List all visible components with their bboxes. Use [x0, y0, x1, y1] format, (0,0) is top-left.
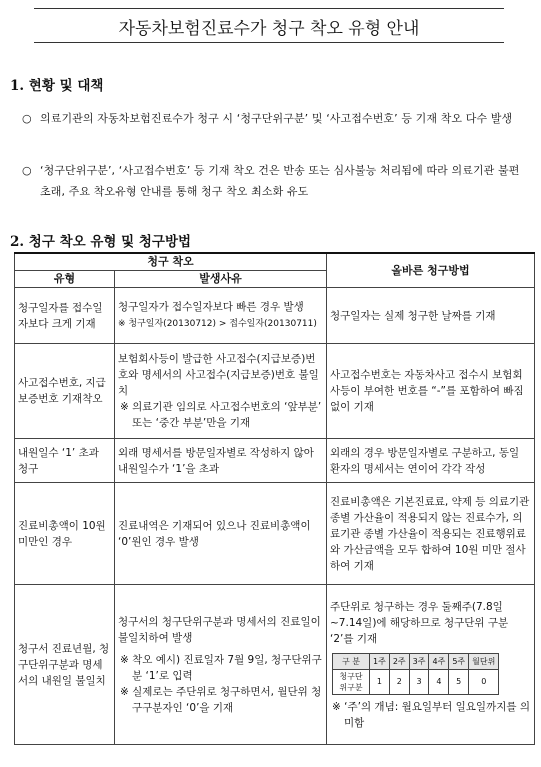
method-cell: 진료비총액은 기본진료료, 약제 등 의료기관 종별 가산율이 적용되지 않는 진료수가, 의료기관 종별 가산율이 적용되는 진료행위료와 가산금액을 모두 합하여 10원 미만 절사하여 기재 — [327, 483, 535, 585]
cause-note: ※ 청구일자(20130712) > 접수일자(20130711) — [118, 319, 317, 329]
method-cell: 사고접수번호는 자동차사고 접수시 보험회사등이 부여한 번호를 “-”를 포함하여 빠짐없이 기재 — [327, 344, 535, 439]
title-rule-top — [34, 8, 504, 9]
header-cause: 발생사유 — [115, 271, 327, 288]
header-group: 청구 착오 — [15, 253, 327, 271]
type-cell: 사고접수번호, 지급보증번호 기재착오 — [15, 344, 115, 439]
cause-cell — [115, 585, 327, 745]
cause-note: ※ 실제로는 주단위로 청구하면서, 월단위 청구구분자인 ‘0’을 기재 — [120, 685, 322, 714]
mini-row-label: 청구단위구분 — [333, 669, 370, 694]
table-row — [15, 585, 535, 745]
error-type-table — [14, 252, 535, 745]
method-text: 주단위로 청구하는 경우 둘째주(7.8일~7.14일)에 해당하므로 청구단위 구분 ‘2’를 기재 — [330, 600, 509, 645]
header-type: 유형 — [15, 271, 115, 288]
cause-note: ※ 착오 예시) 진료일자 7월 9일, 청구단위구분 ‘1’로 입력 — [120, 653, 322, 682]
cause-cell — [115, 344, 327, 439]
cause-text: 청구일자가 접수일자보다 빠른 경우 발생 — [118, 301, 304, 313]
table-row — [15, 483, 535, 585]
table-row — [15, 344, 535, 439]
header-method: 올바른 청구방법 — [327, 253, 535, 288]
cause-text: 보험회사등이 발급한 사고접수(지급보증)번호와 명세서의 사고접수(지급보증)번호 불일치 — [118, 353, 319, 397]
table-row — [15, 439, 535, 483]
bullet-text: 의료기관의 자동차보험진료수가 청구 시 ‘청구단위구분’ 및 ‘사고접수번호’ 등 기재 착오 다수 발생 — [40, 112, 513, 125]
title-rule-bottom — [34, 42, 504, 43]
type-cell: 청구일자를 접수일자보다 크게 기재 — [15, 288, 115, 344]
bullet-mark: ○ — [22, 164, 32, 177]
mini-value: 1 — [370, 669, 390, 694]
mini-header: 1주 — [370, 653, 390, 669]
section1-heading: 1. 현황 및 대책 — [10, 78, 104, 94]
method-cell: 외래의 경우 방문일자별로 구분하고, 동일 환자의 명세서는 연이어 각각 작성 — [327, 439, 535, 483]
cause-text: 청구서의 청구단위구분과 명세서의 진료일이 불일치하여 발생 — [118, 615, 321, 644]
mini-header: 구 분 — [333, 653, 370, 669]
type-cell: 내원일수 ‘1’ 초과 청구 — [15, 439, 115, 483]
cause-note: ※ 의료기관 임의로 사고접수번호의 ‘앞부분’ 또는 ‘중간 부분’만을 기재 — [120, 401, 322, 429]
section2-heading: 2. 청구 착오 유형 및 청구방법 — [10, 234, 192, 250]
method-note: ※ ‘주’의 개념: 월요일부터 일요일까지를 의미함 — [332, 700, 530, 729]
mini-header: 2주 — [389, 653, 409, 669]
page-title: 자동차보험진료수가 청구 착오 유형 안내 — [118, 19, 420, 39]
mini-value: 4 — [429, 669, 449, 694]
mini-header: 월단위 — [469, 653, 499, 669]
cause-cell: 진료내역은 기재되어 있으나 진료비총액이 ‘0’원인 경우 발생 — [115, 483, 327, 585]
type-cell: 청구서 진료년월, 청구단위구분과 명세서의 내원일 불일치 — [15, 585, 115, 745]
method-cell — [327, 585, 535, 745]
mini-header: 4주 — [429, 653, 449, 669]
week-unit-table — [332, 653, 499, 695]
mini-value: 5 — [449, 669, 469, 694]
type-cell: 진료비총액이 10원 미만인 경우 — [15, 483, 115, 585]
cause-cell — [115, 288, 327, 344]
table-row — [15, 288, 535, 344]
mini-value: 3 — [409, 669, 429, 694]
method-cell: 청구일자는 실제 청구한 날짜를 기재 — [327, 288, 535, 344]
mini-header: 3주 — [409, 653, 429, 669]
mini-header: 5주 — [449, 653, 469, 669]
mini-value: 0 — [469, 669, 499, 694]
mini-value: 2 — [389, 669, 409, 694]
bullet-text: ‘청구단위구분’, ‘사고접수번호’ 등 기재 착오 건은 반송 또는 심사불능 처리됨에 따라 의료기관 불편 초래, 주요 착오유형 안내를 통해 청구 착오 최소화 유도 — [40, 164, 520, 198]
bullet-mark: ○ — [22, 112, 32, 125]
cause-cell: 외래 명세서를 방문일자별로 작성하지 않아 내원일수가 ‘1’을 초과 — [115, 439, 327, 483]
